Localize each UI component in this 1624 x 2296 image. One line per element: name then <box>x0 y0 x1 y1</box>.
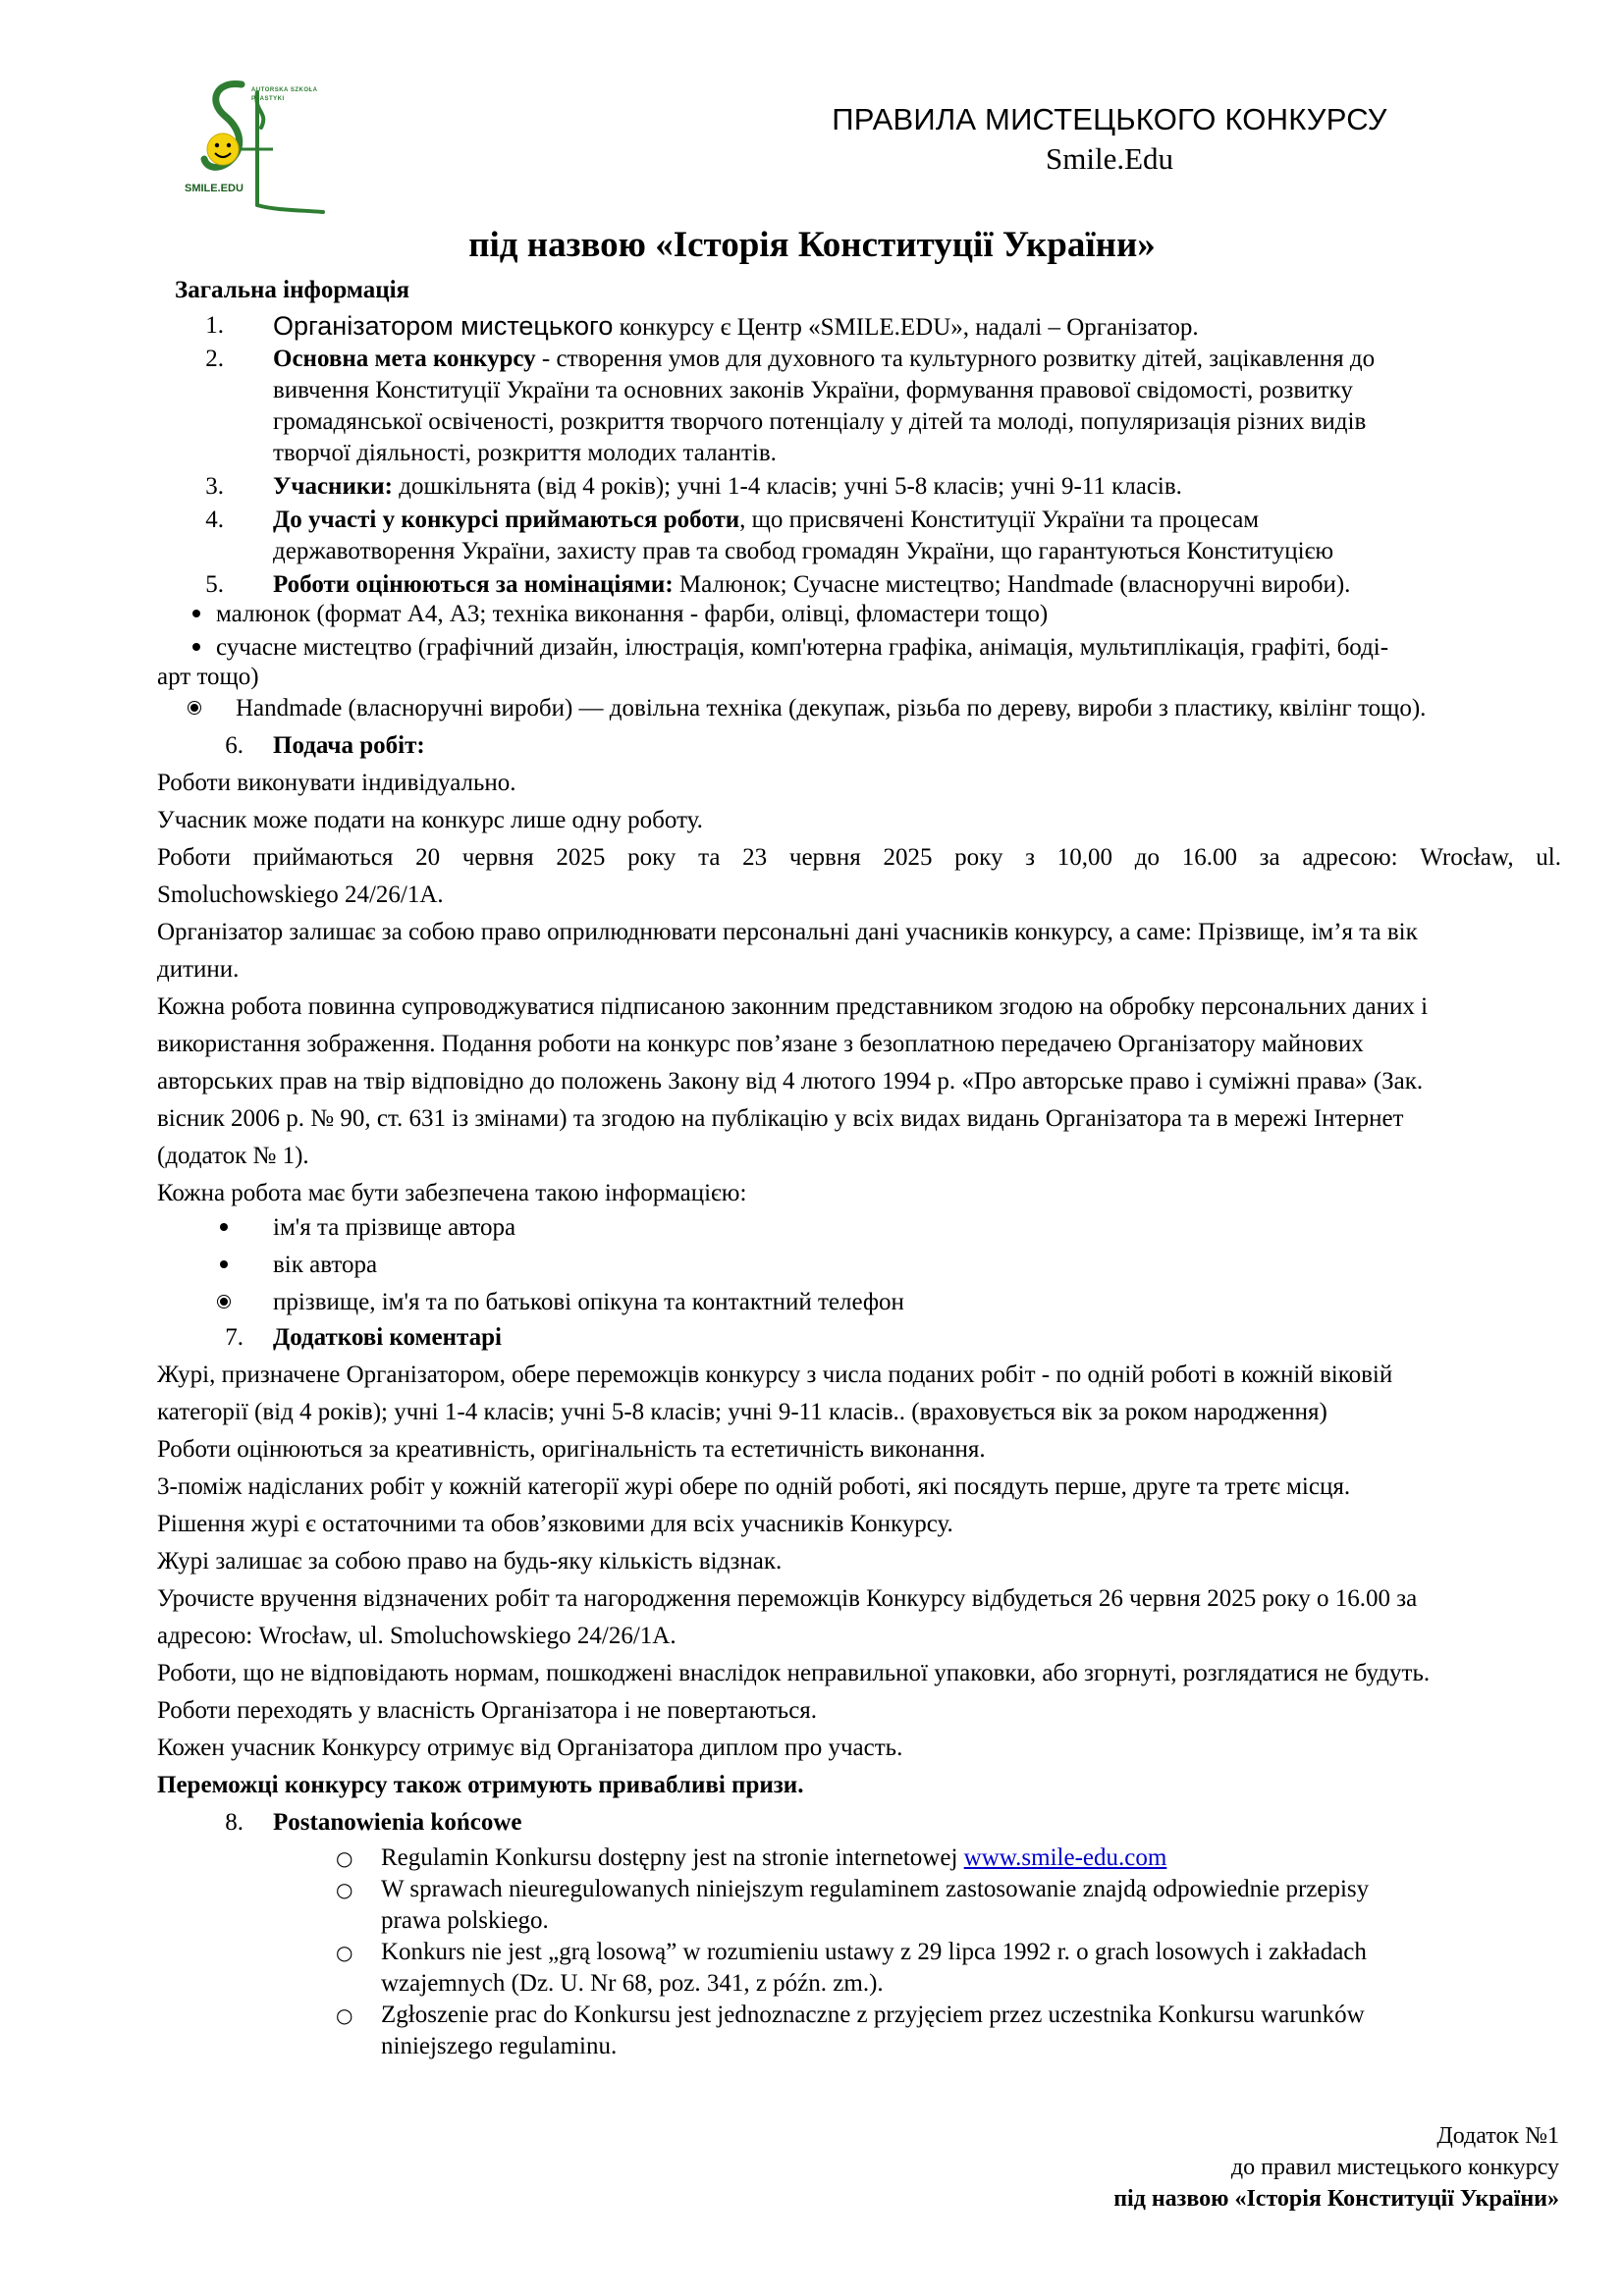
submission-p3-line-1: Роботи приймаються 20 червня 2025 року та 23 червня 2025 року з 10,00 до 16.00 за адресою: Wrocław, ul. <box>157 844 1561 871</box>
item-3-rest: дошкільнята (від 4 років); учні 1-4 класів; учні 5-8 класів; учні 9-11 класів. <box>393 473 1182 500</box>
item-4-bold: До участі у конкурсі приймаються роботи <box>273 507 740 533</box>
submission-p5-line-3: авторських прав на твір відповідно до положень Закону від 4 лютого 1994 р. «Про авторське право і суміжні права» (Зак. <box>157 1068 1424 1095</box>
submission-p5-line-1: Кожна робота повинна супроводжуватися підписаною законним представником згодою на обробку персональних даних і <box>157 993 1429 1020</box>
info-item-2: вік автора <box>273 1252 378 1278</box>
item-6-heading: Подача робіт: <box>273 732 425 759</box>
bullet-icon <box>220 1223 228 1231</box>
nomination-modern-art-cont: арт тощо) <box>157 664 259 690</box>
circle-bullet-icon: ○ <box>336 1846 353 1870</box>
item-8-number: 8. <box>225 1809 244 1836</box>
item-5-bold: Роботи оцінюються за номінаціями: <box>273 571 674 598</box>
item-2-line-2: вивчення Конституції України та основних законів України, формування правової свідомості, розвитку <box>273 377 1353 403</box>
submission-p5-line-4: вісник 2006 р. № 90, ст. 631 із змінами) та згодою на публікацію у всіх видах видань Організатора та в мережі Інтернет <box>157 1105 1404 1132</box>
item-8-heading: Postanowienia końcowe <box>273 1809 522 1836</box>
item-1-text <box>273 310 1199 344</box>
item-4-line-1 <box>273 505 1259 536</box>
appendix-subtitle: до правил мистецького конкурсу <box>1230 2155 1559 2180</box>
item-1-rest: конкурсу є Центр «SMILE.EDU», надалі – Організатор. <box>613 314 1199 341</box>
bullet-icon <box>190 704 198 712</box>
submission-p3-line-2: Smoluchowskiego 24/26/1A. <box>157 881 444 908</box>
document-header-title: ПРАВИЛА МИСТЕЦЬКОГО КОНКУРСУ <box>832 102 1387 136</box>
comments-c7: Роботи, що не відповідають нормам, пошкоджені внаслідок неправильної упаковки, або згорнуті, розглядатися не будуть. <box>157 1660 1431 1686</box>
appendix-contest-name: під назвою «Історія Конституції України» <box>1113 2186 1559 2212</box>
final-f1-text: Regulamin Konkursu dostępny jest na stronie internetowej <box>381 1844 964 1871</box>
comments-c6-line-2: адресою: Wrocław, ul. Smoluchowskiego 24/26/1A. <box>157 1623 677 1649</box>
item-2-line-1 <box>273 344 1375 375</box>
circle-bullet-icon: ○ <box>336 1878 353 1901</box>
item-4-line-2: державотворення України, захисту прав та свобод громадян України, що гарантуються Конституцією <box>273 538 1333 564</box>
comments-c2: Роботи оцінюються за креативність, оригінальність та естетичність виконання. <box>157 1436 986 1463</box>
comments-c5: Журі залишає за собою право на будь-яку кількість відзнак. <box>157 1548 783 1575</box>
bullet-icon <box>220 1260 228 1268</box>
final-f4-line-2: niniejszego regulaminu. <box>381 2033 618 2059</box>
item-2-number: 2. <box>205 346 224 372</box>
comments-c1-line-2: категорії (від 4 років); учні 1-4 класів; учні 5-8 класів; учні 9-11 класів.. (враховується вік за роком народження) <box>157 1399 1327 1425</box>
bullet-icon <box>192 643 200 651</box>
final-f2-line-1: W sprawach nieuregulowanych niniejszym regulaminem zastosowanie znajdą odpowiednie przepisy <box>381 1876 1370 1902</box>
item-5-number: 5. <box>205 571 224 598</box>
final-f4-line-1: Zgłoszenie prac do Konkursu jest jednoznaczne z przyjęciem przez uczestnika Konkursu warunków <box>381 2002 1365 2028</box>
item-2-text: - створення умов для духовного та культурного розвитку дітей, зацікавлення до <box>535 346 1376 372</box>
submission-p4-line-2: дитини. <box>157 956 240 983</box>
item-4-rest: , що присвячені Конституції України та процесам <box>739 507 1260 533</box>
nomination-drawing: малюнок (формат А4, А3; техніка виконання - фарби, олівці, фломастери тощо) <box>216 601 1049 627</box>
item-7-number: 7. <box>225 1324 244 1351</box>
info-item-3: прізвище, ім'я та по батькові опікуна та контактний телефон <box>273 1289 904 1315</box>
submission-p5-line-5: (додаток № 1). <box>157 1143 309 1169</box>
item-3-number: 3. <box>205 473 224 500</box>
item-7-heading: Додаткові коментарі <box>273 1324 502 1351</box>
item-3-bold: Учасники: <box>273 473 393 500</box>
nomination-handmade: Handmade (власноручні вироби) — довільна техніка (декупаж, різьба по дереву, вироби з пластику, квілінг тощо). <box>236 695 1427 721</box>
item-3-text <box>273 471 1182 503</box>
document-header-subtitle: Smile.Edu <box>1045 141 1174 176</box>
final-f1 <box>381 1842 1166 1874</box>
submission-p6: Кожна робота має бути забезпечена такою інформацією: <box>157 1180 747 1206</box>
item-6-number: 6. <box>225 732 244 759</box>
page-title: під назвою «Історія Конституції України» <box>468 225 1156 265</box>
final-f2-line-2: prawa polskiego. <box>381 1907 549 1934</box>
submission-p2: Учасник може подати на конкурс лише одну роботу. <box>157 807 703 833</box>
submission-p1: Роботи виконувати індивідуально. <box>157 770 516 796</box>
comments-c4: Рішення журі є остаточними та обов’язковими для всіх учасників Конкурсу. <box>157 1511 953 1537</box>
logo-caption: SMILE.EDU <box>185 183 244 194</box>
circle-bullet-icon: ○ <box>336 1941 353 1964</box>
item-1-number: 1. <box>205 312 224 339</box>
submission-p4-line-1: Організатор залишає за собою право оприлюднювати персональні дані учасників конкурсу, а саме: Прізвище, ім’я та вік <box>157 919 1418 945</box>
comments-c6-line-1: Урочисте вручення відзначених робіт та нагородження переможців Конкурсу відбудеться 26 червня 2025 року о 16.00 за <box>157 1585 1418 1612</box>
item-1-lead: Організатором мистецького <box>273 311 614 341</box>
item-2-line-3: громадянської освіченості, розкриття творчого потенціалу у дітей та молоді, популяризація різних видів <box>273 408 1367 435</box>
item-5-rest: Малюнок; Сучасне мистецтво; Handmade (власноручні вироби). <box>673 571 1351 598</box>
appendix-title: Додаток №1 <box>1436 2123 1559 2149</box>
item-2-bold: Основна мета конкурсу <box>273 346 536 372</box>
bullet-icon <box>192 610 200 617</box>
smile-edu-logo <box>181 73 330 220</box>
comments-c9: Кожен учасник Конкурсу отримує від Організатора диплом про участь. <box>157 1735 903 1761</box>
nomination-modern-art: сучасне мистецтво (графічний дизайн, ілюстрація, комп'ютерна графіка, анімація, мультиплікація, графіті, боді- <box>216 634 1389 661</box>
final-f3-line-1: Konkurs nie jest „grą losową” w rozumieniu ustawy z 29 lipca 1992 r. o grach losowych i zakładach <box>381 1939 1367 1965</box>
item-2-line-4: творчої діяльності, розкриття молодих талантів. <box>273 440 777 466</box>
comments-c8: Роботи переходять у власність Організатора і не повертаються. <box>157 1697 818 1724</box>
submission-p5-line-2: використання зображення. Подання роботи на конкурс пов’язане з безоплатною передачею Організатору майнових <box>157 1031 1364 1057</box>
comments-c3: 3-поміж надісланих робіт у кожній категорії журі обере по одній роботі, які посядуть перше, друге та третє місця. <box>157 1473 1351 1500</box>
general-info-heading: Загальна інформація <box>175 277 410 303</box>
comments-c10: Переможці конкурсу також отримують привабливі призи. <box>157 1772 804 1798</box>
item-4-number: 4. <box>205 507 224 533</box>
website-link[interactable]: www.smile-edu.com <box>963 1844 1167 1871</box>
logo-small-text: AUTORSKA SZKOŁA PLASTYKI <box>251 87 318 102</box>
bullet-icon <box>220 1298 228 1306</box>
comments-c1-line-1: Журі, призначене Організатором, обере переможців конкурсу з числа поданих робіт - по одній роботі в кожній віковій <box>157 1362 1393 1388</box>
info-item-1: ім'я та прізвище автора <box>273 1214 516 1241</box>
circle-bullet-icon: ○ <box>336 2003 353 2027</box>
item-5-text <box>273 569 1350 601</box>
final-f3-line-2: wzajemnych (Dz. U. Nr 68, poz. 341, z późn. zm.). <box>381 1970 884 1997</box>
